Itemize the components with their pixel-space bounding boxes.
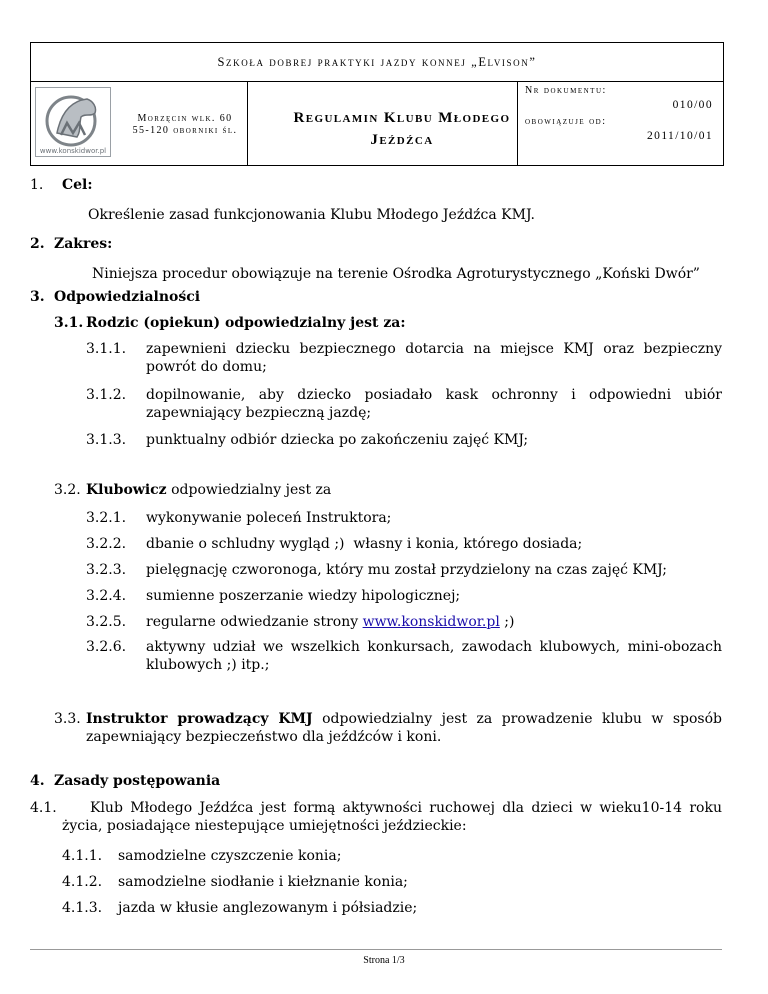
footer-divider bbox=[30, 949, 722, 950]
section-heading: Zakres: bbox=[54, 236, 113, 252]
subsection-heading-bold: Klubowicz bbox=[86, 482, 167, 498]
list-item: wykonywanie poleceń Instruktora; bbox=[146, 510, 392, 526]
list-item: pielęgnację czworonoga, który mu został przydzielony na czas zajęć KMJ; bbox=[146, 562, 667, 578]
list-item-text: ;) bbox=[499, 614, 515, 630]
document-number-label: Nr dokumentu: bbox=[525, 85, 607, 96]
item-number: 4.1.3. bbox=[62, 900, 103, 916]
item-number: 3.2.4. bbox=[86, 588, 127, 604]
horse-logo-icon bbox=[35, 87, 111, 157]
subsection-heading-bold: Instruktor prowadzący KMJ bbox=[86, 711, 313, 727]
logo-caption: www.konskidwor.pl bbox=[39, 147, 107, 155]
list-item: samodzielne siodłanie i kiełznanie konia; bbox=[118, 874, 408, 890]
section-number: 2. bbox=[30, 236, 45, 252]
list-item-text: regularne odwiedzanie strony bbox=[146, 614, 363, 630]
section-number: 1. bbox=[30, 177, 44, 193]
item-number: 3.2.1. bbox=[86, 510, 127, 526]
list-item: jazda w kłusie anglezowanym i półsiadzie; bbox=[118, 900, 418, 916]
item-number: 3.2.6. bbox=[86, 639, 127, 655]
subsection-number: 3.1. bbox=[54, 315, 84, 331]
section-heading: Odpowiedzialności bbox=[54, 289, 201, 305]
school-address bbox=[115, 113, 255, 137]
subsection-heading-rest: odpowiedzialny jest za bbox=[166, 482, 332, 498]
item-number: 3.2.5. bbox=[86, 614, 127, 630]
valid-from-label: obowiązuje od: bbox=[525, 116, 607, 127]
document-header bbox=[30, 42, 724, 166]
valid-from-value: 2011/10/01 bbox=[647, 130, 713, 142]
section-heading: Zasady postępowania bbox=[54, 773, 221, 789]
subsection-heading bbox=[86, 481, 331, 499]
logo bbox=[35, 87, 111, 157]
section-number: 4. bbox=[30, 773, 45, 789]
subsection-heading: Rodzic (opiekun) odpowiedzialny jest za: bbox=[86, 315, 406, 331]
item-number: 4.1.2. bbox=[62, 874, 103, 890]
list-item: zapewnieni dziecku bezpiecznego dotarcia na miejsce KMJ oraz bezpieczny powrót do domu; bbox=[146, 341, 722, 375]
item-number: 3.1.1. bbox=[86, 341, 127, 357]
item-number: 3.2.2. bbox=[86, 536, 127, 552]
item-number: 3.1.3. bbox=[86, 432, 127, 448]
page-number: Strona 1/3 bbox=[363, 955, 405, 966]
subsection-number: 3.3. bbox=[54, 711, 81, 727]
section-text: Określenie zasad funkcjonowania Klubu Młodego Jeźdźca KMJ. bbox=[88, 207, 535, 223]
document-title-line: Jeźdźca bbox=[370, 132, 434, 148]
document-number-value: 010/00 bbox=[672, 99, 713, 111]
list-item: punktualny odbiór dziecka po zakończeniu zajęć KMJ; bbox=[146, 432, 529, 448]
list-item: dbanie o schludny wygląd ;) własny i konia, którego dosiada; bbox=[146, 536, 583, 552]
address-line: 55-120 oborniki śl. bbox=[132, 125, 238, 136]
school-title: Szkoła dobrej praktyki jazdy konnej „Elvison” bbox=[31, 43, 723, 82]
document-title-line: Regulamin Klubu Młodego bbox=[293, 110, 511, 126]
list-item: dopilnowanie, aby dziecko posiadało kask ochronny i odpowiedni ubiór zapewniający bezpieczną jazdę; bbox=[146, 387, 722, 421]
list-item: sumienne poszerzanie wiedzy hipologicznej; bbox=[146, 588, 461, 604]
subsection-text bbox=[86, 710, 722, 746]
section-text: Niniejsza procedur obowiązuje na terenie Ośrodka Agroturystycznego „Koński Dwór” bbox=[92, 266, 700, 282]
address-line: Morzęcin wlk. 60 bbox=[137, 113, 233, 124]
item-number: 3.2.3. bbox=[86, 562, 127, 578]
subsection-number: 3.2. bbox=[54, 482, 81, 498]
website-link[interactable]: www.konskidwor.pl bbox=[362, 614, 500, 630]
list-item bbox=[146, 613, 514, 631]
document-title bbox=[257, 107, 547, 151]
list-item: aktywny udział we wszelkich konkursach, zawodach klubowych, mini-obozach klubowych ;) itp.; bbox=[146, 639, 722, 673]
item-number: 3.1.2. bbox=[86, 387, 127, 403]
section-heading: Cel: bbox=[62, 177, 93, 193]
section-number: 3. bbox=[30, 289, 45, 305]
subsection-text: Klub Młodego Jeźdźca jest formą aktywności ruchowej dla dzieci w wieku10-14 roku życia, posiadające niestepujące umiejętności jeździeckie: bbox=[62, 800, 722, 834]
list-item: samodzielne czyszczenie konia; bbox=[118, 848, 342, 864]
subsection-heading-rest: odpowiedzialny jest za prowadzenie klubu w sposób zapewniający bezpieczeństwo dla jeźdźców i koni. bbox=[86, 711, 722, 745]
subsection-number: 4.1. bbox=[30, 800, 57, 816]
item-number: 4.1.1. bbox=[62, 848, 103, 864]
